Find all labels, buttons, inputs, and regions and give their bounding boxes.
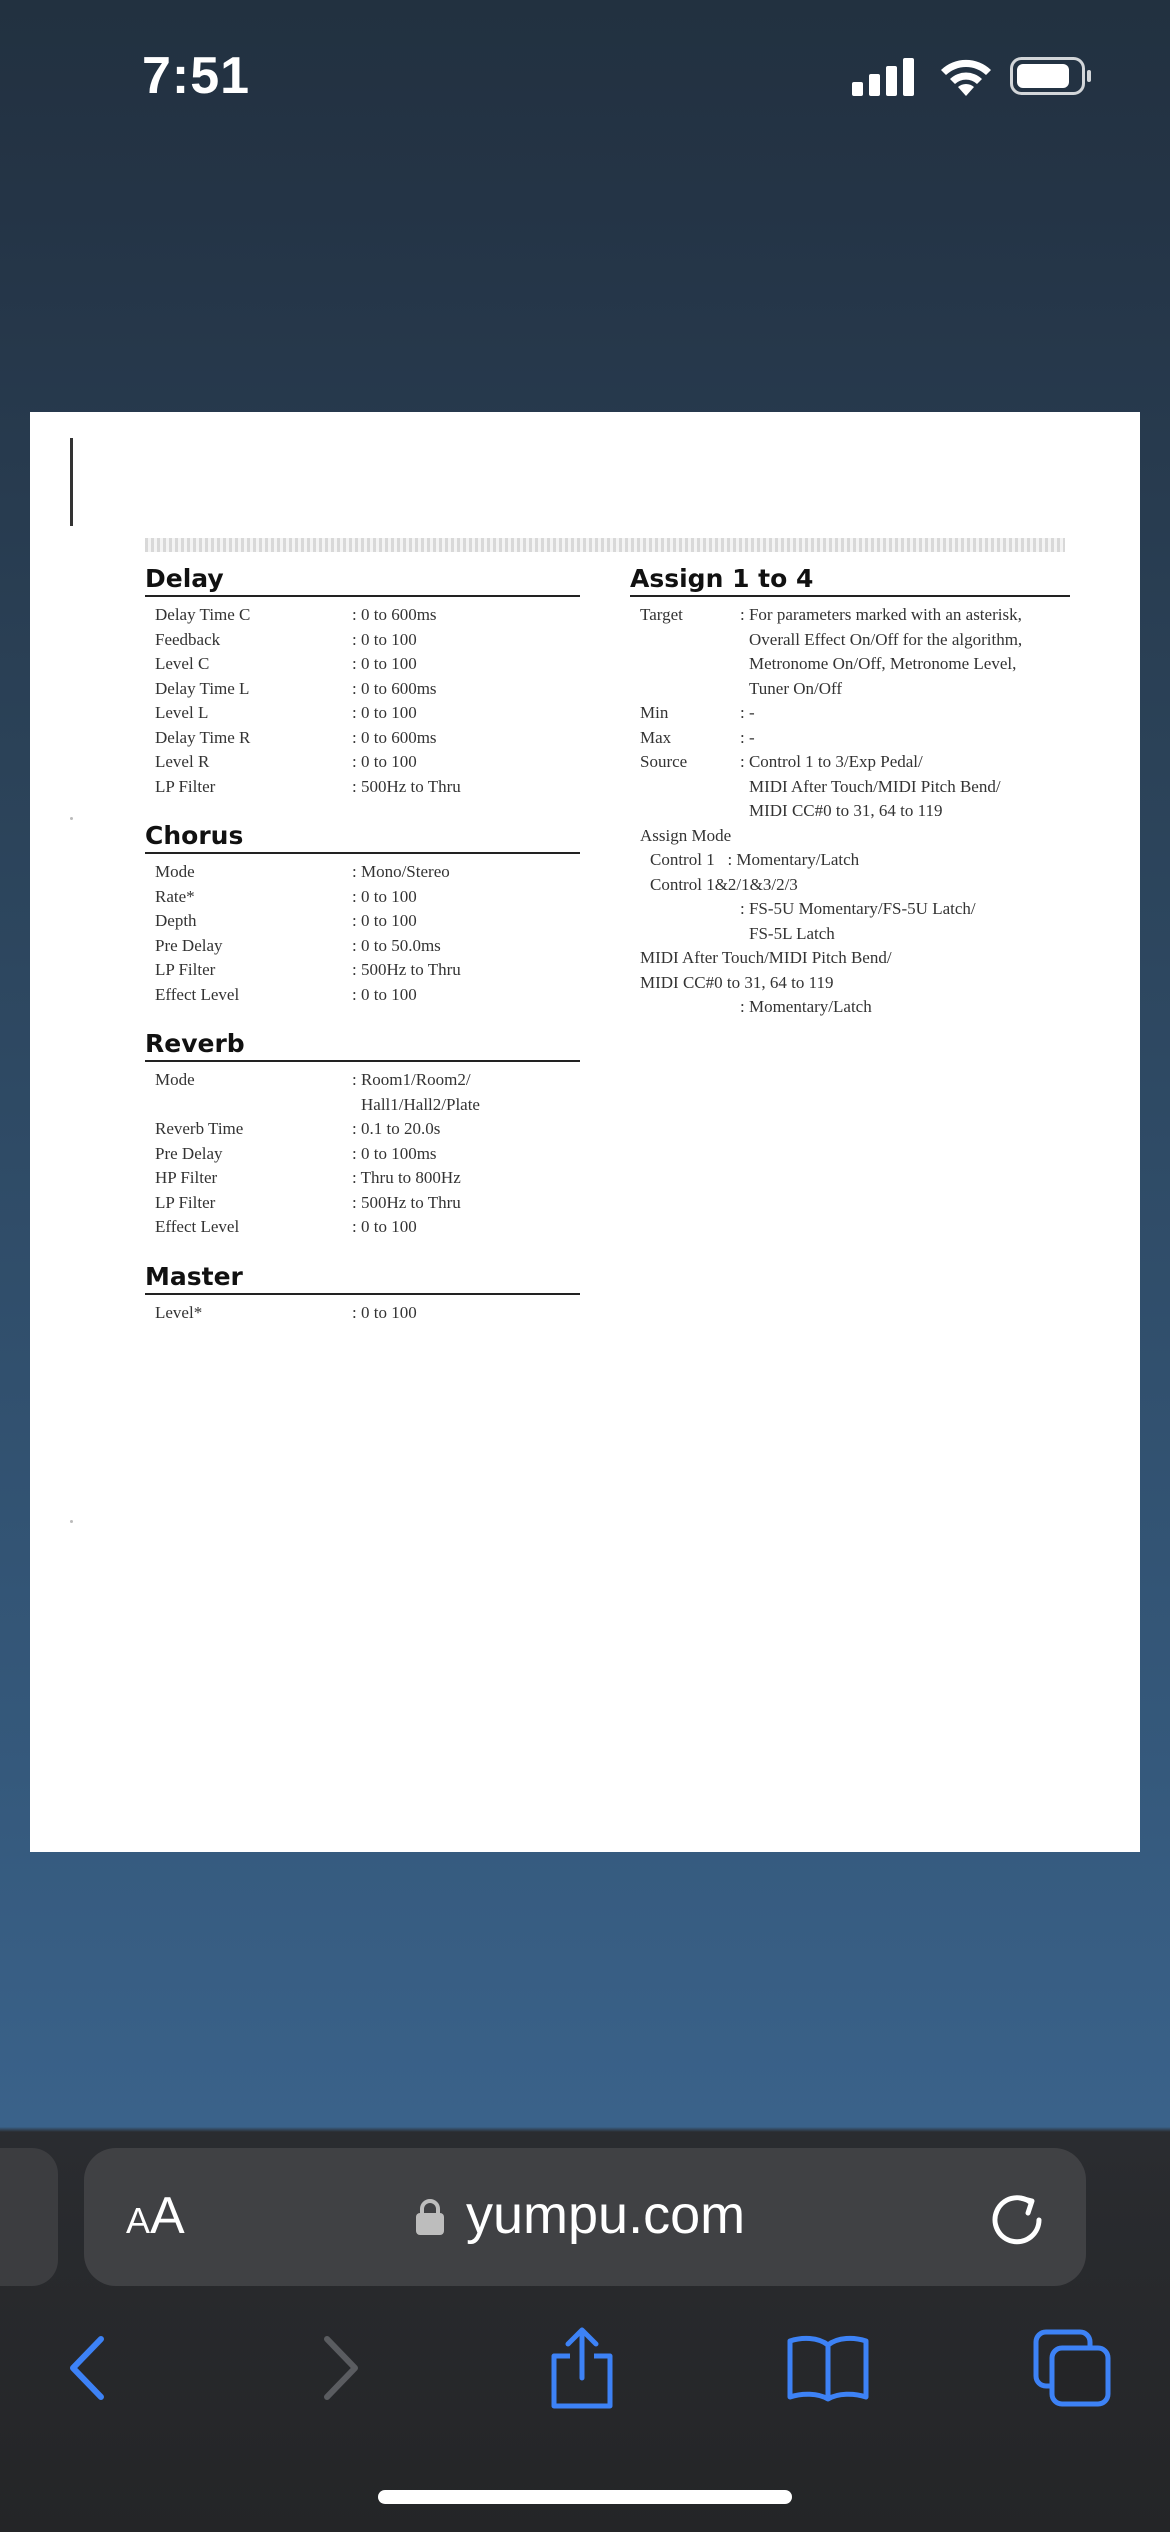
param-row xyxy=(145,1142,580,1167)
param-label: HP Filter xyxy=(155,1168,218,1187)
status-bar xyxy=(0,0,1170,150)
param-label: Delay Time C xyxy=(155,605,251,624)
param-row xyxy=(630,750,1070,824)
tabs-icon xyxy=(1032,2328,1112,2408)
share-button[interactable] xyxy=(532,2318,632,2418)
param-row xyxy=(145,1215,580,1240)
url-domain[interactable]: yumpu.com xyxy=(466,2185,746,2245)
param-value: : 0.1 to 20.0s xyxy=(352,1119,441,1138)
param-row xyxy=(145,1191,580,1216)
param-value xyxy=(352,1068,580,1117)
battery-icon xyxy=(1010,57,1092,95)
param-value: : 0 to 100 xyxy=(352,911,417,930)
param-label: Level* xyxy=(155,1302,203,1322)
left-column xyxy=(145,564,580,1347)
param-row xyxy=(145,1301,580,1326)
param-value xyxy=(740,750,1070,824)
back-button[interactable] xyxy=(38,2318,138,2418)
section-title: Assign 1 to 4 xyxy=(630,564,1070,597)
param-label: LP Filter xyxy=(155,960,216,979)
param-value: : 0 to 100ms xyxy=(352,1143,437,1163)
param-row xyxy=(630,701,1070,726)
midi-line: MIDI After Touch/MIDI Pitch Bend/ xyxy=(640,948,892,967)
right-column xyxy=(630,564,1070,1020)
param-label: Target xyxy=(640,605,683,624)
chevron-right-icon xyxy=(315,2333,365,2403)
param-value: : Thru to 800Hz xyxy=(352,1168,461,1187)
previous-tab-preview[interactable] xyxy=(0,2148,58,2286)
page-margin-mark xyxy=(70,438,73,526)
param-value: : 500Hz to Thru xyxy=(352,960,461,979)
param-label: Delay Time L xyxy=(155,678,250,698)
section-reverb xyxy=(145,1029,580,1240)
forward-button[interactable] xyxy=(290,2318,390,2418)
param-row xyxy=(145,628,580,653)
param-value: : Mono/Stereo xyxy=(352,862,450,881)
param-value-line: MIDI CC#0 to 31, 64 to 119 xyxy=(749,801,943,820)
param-value: : 0 to 100 xyxy=(352,1217,417,1236)
param-value-line: Hall1/Hall2/Plate xyxy=(361,1094,480,1114)
document-page xyxy=(30,412,1140,1852)
param-value: : - xyxy=(740,727,755,747)
section-master xyxy=(145,1262,580,1326)
tabs-button[interactable] xyxy=(1022,2318,1122,2418)
fs-line: : FS-5U Momentary/FS-5U Latch/ xyxy=(740,899,976,918)
book-icon xyxy=(786,2333,870,2403)
param-value-line: Metronome On/Off, Metronome Level, xyxy=(749,654,1017,673)
share-icon xyxy=(548,2326,616,2410)
param-row xyxy=(145,603,580,628)
param-value-line: : Room1/Room2/ xyxy=(352,1070,471,1089)
param-value: : 0 to 100 xyxy=(352,1302,417,1322)
param-value: : 0 to 100 xyxy=(352,703,417,722)
param-value: : 0 to 50.0ms xyxy=(352,935,441,955)
param-label: Level C xyxy=(155,654,210,673)
param-label: Depth xyxy=(155,911,197,930)
param-row xyxy=(145,1068,580,1117)
text-size-big-a: A xyxy=(150,2187,185,2245)
param-row xyxy=(145,934,580,959)
section-delay xyxy=(145,564,580,799)
wifi-icon xyxy=(938,56,994,98)
section-title: Delay xyxy=(145,564,580,597)
bookmarks-button[interactable] xyxy=(778,2318,878,2418)
section-title: Reverb xyxy=(145,1029,580,1062)
home-indicator xyxy=(378,2490,792,2504)
control123-line: Control 1&2/1&3/2/3 xyxy=(650,874,798,894)
param-label: Effect Level xyxy=(155,984,240,1004)
param-value-line: Overall Effect On/Off for the algorithm, xyxy=(749,629,1023,649)
midi-value-line: : Momentary/Latch xyxy=(740,997,872,1016)
param-row xyxy=(145,652,580,677)
param-label: Delay Time R xyxy=(155,727,251,747)
control1-line: Control 1 : Momentary/Latch xyxy=(650,850,860,869)
param-label: Min xyxy=(640,703,669,722)
param-row xyxy=(145,726,580,751)
section-title: Master xyxy=(145,1262,580,1295)
param-label: Level L xyxy=(155,703,209,722)
text-size-button[interactable] xyxy=(126,2186,185,2246)
param-value: : 0 to 600ms xyxy=(352,605,437,624)
param-row xyxy=(145,677,580,702)
param-row xyxy=(145,885,580,910)
chevron-left-icon xyxy=(63,2333,113,2403)
param-value: : 0 to 600ms xyxy=(352,727,437,747)
param-row xyxy=(145,909,580,934)
param-label: Level R xyxy=(155,752,210,771)
text-size-small-a: A xyxy=(126,2200,151,2241)
address-bar[interactable] xyxy=(84,2148,1086,2286)
browser-toolbar xyxy=(0,2300,1170,2430)
param-label: LP Filter xyxy=(155,1192,216,1212)
param-label: Max xyxy=(640,727,672,747)
param-value-line: Tuner On/Off xyxy=(749,678,843,698)
reload-icon[interactable] xyxy=(986,2184,1048,2250)
param-label: Mode xyxy=(155,862,195,881)
param-label: Reverb Time xyxy=(155,1119,244,1138)
fs-line: FS-5L Latch xyxy=(749,923,835,943)
param-label: Effect Level xyxy=(155,1217,240,1236)
param-value: : 500Hz to Thru xyxy=(352,1192,461,1212)
param-value-line: : Control 1 to 3/Exp Pedal/ xyxy=(740,752,923,771)
lock-icon xyxy=(414,2198,446,2236)
param-label: Pre Delay xyxy=(155,935,223,955)
param-value: : 0 to 100 xyxy=(352,886,417,906)
param-value: : 0 to 100 xyxy=(352,984,417,1004)
param-row xyxy=(145,775,580,800)
scan-speck xyxy=(70,817,73,820)
param-label: Feedback xyxy=(155,629,221,649)
section-title: Chorus xyxy=(145,821,580,854)
scan-speck xyxy=(70,1520,73,1523)
status-time: 7:51 xyxy=(142,47,251,105)
midi-line: MIDI CC#0 to 31, 64 to 119 xyxy=(640,972,834,992)
param-row xyxy=(630,726,1070,751)
param-value-line: MIDI After Touch/MIDI Pitch Bend/ xyxy=(749,776,1001,796)
param-row xyxy=(145,983,580,1008)
param-row xyxy=(145,1117,580,1142)
param-value-line: : For parameters marked with an asterisk, xyxy=(740,605,1022,624)
param-label: Source xyxy=(640,752,688,771)
assign-mode-label: Assign Mode xyxy=(640,825,732,845)
param-value: : - xyxy=(740,703,755,722)
param-value: : 0 to 100 xyxy=(352,752,417,771)
param-value xyxy=(740,603,1070,701)
param-value: : 0 to 100 xyxy=(352,654,417,673)
param-row xyxy=(145,701,580,726)
param-label: Pre Delay xyxy=(155,1143,223,1163)
param-value: : 0 to 100 xyxy=(352,629,417,649)
param-label: Rate* xyxy=(155,886,195,906)
param-row xyxy=(630,603,1070,701)
header-hatch-band xyxy=(145,538,1065,552)
param-row xyxy=(145,958,580,983)
param-label: LP Filter xyxy=(155,776,216,796)
param-row xyxy=(145,750,580,775)
param-value: : 0 to 600ms xyxy=(352,678,437,698)
param-row xyxy=(145,860,580,885)
section-chorus xyxy=(145,821,580,1007)
param-label: Mode xyxy=(155,1070,195,1089)
param-row xyxy=(145,1166,580,1191)
cellular-signal-icon xyxy=(852,58,916,96)
param-value: : 500Hz to Thru xyxy=(352,776,461,796)
